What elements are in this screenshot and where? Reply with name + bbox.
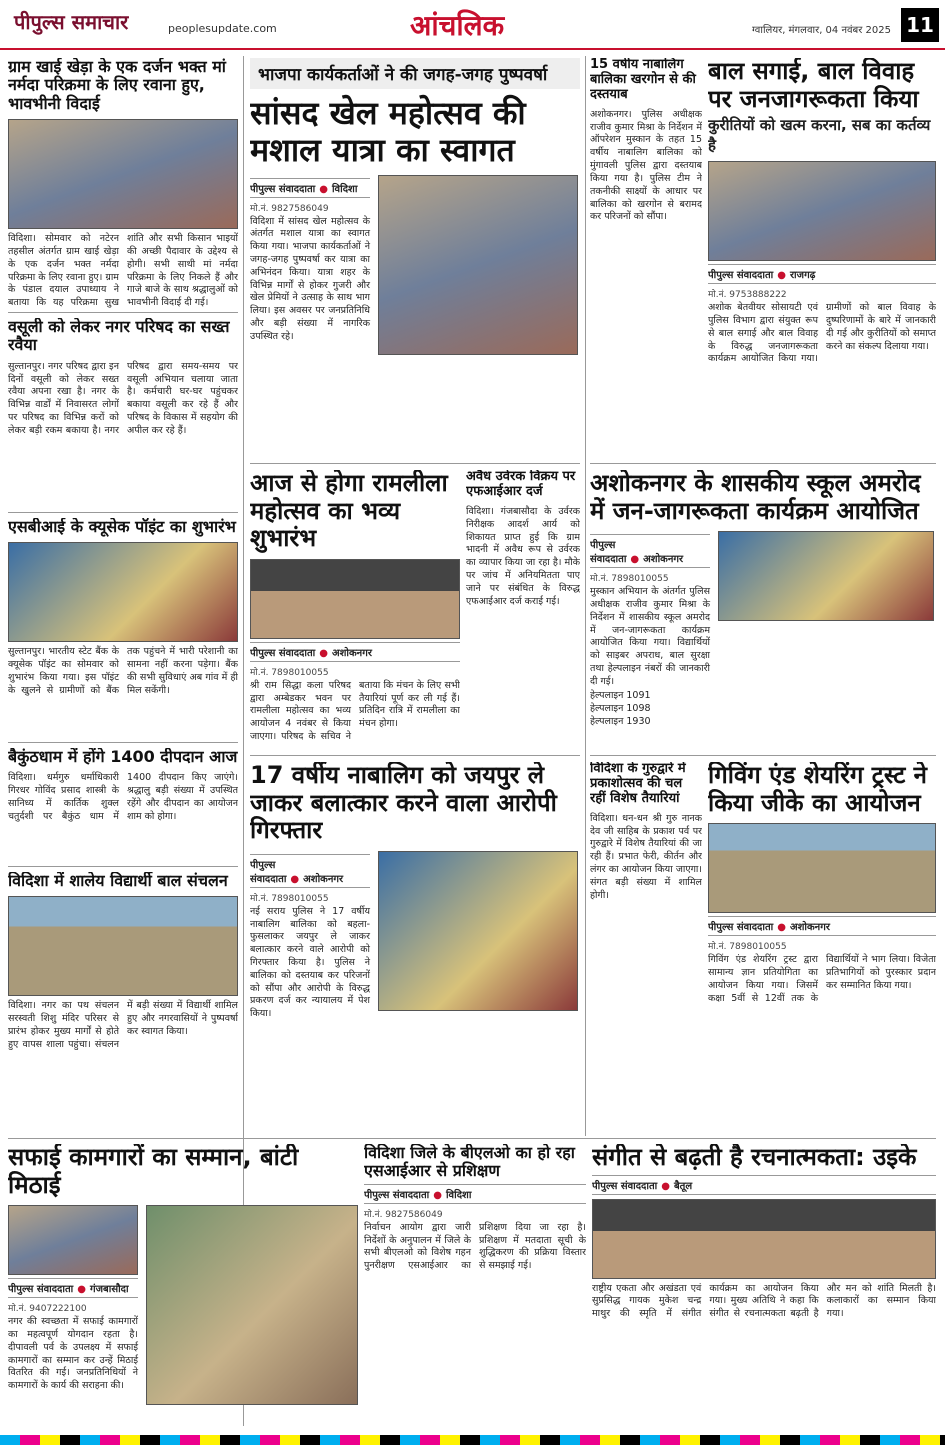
section-title: आंचलिक: [410, 9, 505, 42]
divider: [8, 1138, 936, 1139]
kicker: भाजपा कार्यकर्ताओं ने की जगह-जगह पुष्पवर्षा: [250, 58, 580, 89]
headline[interactable]: विदिशा के गुरुद्वारे में प्रकाशोत्सव की चल रहीं विशेष तैयारियां: [590, 762, 686, 806]
headline[interactable]: विदिशा में शालेय विद्यार्थी बाल संचलन: [8, 872, 228, 890]
print-color-bar: [0, 1435, 945, 1445]
mobile-number: मो.नं. 7898010055: [250, 667, 329, 678]
byline-place: अशोकनगर: [303, 873, 344, 885]
headline[interactable]: सांसद खेल महोत्सव की मशाल यात्रा का स्वागत: [250, 94, 526, 169]
story-body: गिविंग एंड शेयरिंग ट्रस्ट द्वारा सामान्य ज्ञान प्रतियोगिता का आयोजन किया गया। जिसमें कक्षा 5वीं से 12वीं तक के विद्यार्थियों ने भाग लिया। विजेता प्रतिभागियों को पुरस्कार प्रदान कर सम्मानित किया गया।: [708, 954, 936, 1004]
divider: [250, 463, 580, 464]
masthead: [0, 0, 945, 50]
byline: पीपुल्स संवाददाता ● अशोकनगर: [250, 642, 460, 662]
headline[interactable]: एसबीआई के क्यूसेक पॉइंट का शुभारंभ: [8, 518, 236, 536]
byline-paper: पीपुल्स संवाददाता: [592, 1180, 658, 1192]
divider: [8, 512, 238, 513]
story-sangeet[interactable]: [592, 1144, 936, 1429]
subheadline: कुरीतियों को खत्म करना, सब का कर्तव्य है: [708, 116, 931, 155]
divider: [8, 312, 238, 313]
mobile-number: मो.नं. 7898010055: [250, 893, 329, 904]
story-body: विदिशा। धन-धन श्री गुरु नानक देव जी साहिब के प्रकाश पर्व पर गुरुद्वारे में विशेष तैयारियां की जा रही हैं। प्रभात फेरी, कीर्तन और लंगर का आयोजन किया जाएगा। संगत बड़ी संख्या में शामिल होगी।: [590, 812, 702, 901]
byline: पीपुल्स संवाददाता ● राजगढ़: [708, 264, 936, 284]
mobile-number: मो.नं. 7898010055: [590, 574, 669, 585]
byline: पीपुल्स संवाददाता ● अशोकनगर: [250, 854, 370, 888]
headline[interactable]: ग्राम खाई खेड़ा के एक दर्जन भक्त मां नर्मदा परिक्रमा के लिए रवाना हुए, भावभीनी विदाई: [8, 58, 226, 113]
headline[interactable]: बैकुंठधाम में होंगे 1400 दीपदान आज: [8, 748, 238, 766]
story-narmada[interactable]: [8, 58, 238, 308]
headline[interactable]: बाल सगाई, बाल विवाह पर जनजागरूकता किया: [708, 58, 919, 113]
byline-paper: पीपुल्स संवाददाता: [708, 922, 774, 934]
story-photo: [8, 119, 238, 229]
byline-place: अशोकनगर: [331, 647, 372, 659]
story-photo: [250, 559, 460, 639]
helpline-item: हेल्पलाइन 1091: [590, 690, 651, 702]
story-photo: [718, 531, 934, 621]
story-vasuli[interactable]: [8, 318, 238, 508]
divider: [590, 755, 936, 756]
story-amrod[interactable]: [590, 470, 936, 750]
byline-paper: पीपुल्स संवाददाता: [708, 270, 774, 282]
story-urvarak[interactable]: [466, 470, 580, 750]
story-blo[interactable]: [364, 1144, 586, 1429]
story-sanchalan[interactable]: [8, 872, 238, 1132]
story-body: विदिशा में सांसद खेल महोत्सव के अंतर्गत मशाल यात्रा का स्वागत किया गया। भाजपा कार्यकर्ताओं ने जगह-जगह पुष्पवर्षा कर यात्रा का अभिनंदन किया। यात्रा शहर के विभिन्न मार्गों से होकर गुजरी और खेल प्रेमियों ने उत्साह के साथ भाग लिया। इस अवसर पर जनप्रतिनिधि और बड़ी संख्या में नागरिक उपस्थित रहे।: [250, 215, 370, 342]
story-balvivah[interactable]: [708, 58, 936, 458]
story-body: विदिशा। धर्मगुरु धर्माधिकारी गिरधर गोविंद प्रसाद शास्त्री के सानिध्य में कार्तिक शुक्ल चतुर्दशी पर बैकुंठ धाम में 1400 दीपदान किए जाएंगे। श्रद्धालु बड़ी संख्या में उपस्थित रहेंगे और दीपदान का आयोजन शाम को होगा।: [8, 772, 238, 822]
headline[interactable]: सफाई कामगारों का सम्मान, बांटी मिठाई: [8, 1144, 299, 1199]
headline[interactable]: वसूली को लेकर नगर परिषद का सख्त रवैया: [8, 318, 230, 355]
story-body: विदिशा। नगर का पथ संचलन सरस्वती शिशु मंदिर परिसर से प्रारंभ होकर मुख्य मार्गों से होते हुए वापस शाला पहुंचा। संचलन में बड़ी संख्या में विद्यार्थी शामिल हुए और नगरवासियों ने पुष्पवर्षा कर स्वागत किया।: [8, 1000, 238, 1050]
headline[interactable]: अशोकनगर के शासकीय स्कूल अमरोद में जन-जागरूकता कार्यक्रम आयोजित: [590, 470, 921, 525]
byline: पीपुल्स संवाददाता ● गंजबासौदा: [8, 1278, 138, 1298]
story-sbi[interactable]: [8, 518, 238, 738]
byline: पीपुल्स संवाददाता ● अशोकनगर: [590, 534, 710, 568]
story-photo: [8, 1205, 138, 1275]
helpline-item: हेल्पलाइन 1930: [590, 715, 651, 727]
story-kharga[interactable]: [590, 58, 702, 458]
byline-place: विदिशा: [445, 1189, 472, 1201]
byline: पीपुल्स संवाददाता ● अशोकनगर: [708, 916, 936, 936]
mobile-number: मो.नं. 9827586049: [250, 203, 329, 214]
byline: पीपुल्स संवाददाता ● विदिशा: [364, 1184, 586, 1204]
story-body: अशोकनगर। पुलिस अधीक्षक राजीव कुमार मिश्रा के निर्देशन में ऑपरेशन मुस्कान के तहत 15 वर्षीय नाबालिग बालिका को मुंगावली पुलिस द्वारा दस्तयाब किया गया है। पुलिस टीम ने तकनीकी साक्ष्यों के आधार पर बालिका को खरगोन से बरामद कर परिजनों को सौंपा।: [590, 108, 702, 223]
byline-paper: पीपुल्स संवाददाता: [250, 859, 287, 885]
helpline-list: [590, 690, 710, 728]
story-body: विदिशा। गंजबासौदा के उर्वरक निरीक्षक आदर्श आर्य को शिकायत प्राप्त हुई कि ग्राम भादनी में अवैध रूप से उर्वरक का व्यापार किया जा रहा है। मौके पर जांच में अनियमितता पाए जाने पर संबंधित के विरुद्ध एफआईआर दर्ज कराई गई।: [466, 505, 580, 607]
headline[interactable]: विदिशा जिले के बीएलओ का हो रहा एसआईआर से प्रशिक्षण: [364, 1144, 575, 1181]
story-photo: [592, 1199, 936, 1279]
story-body: मुस्कान अभियान के अंतर्गत पुलिस अधीक्षक राजीव कुमार मिश्रा के निर्देशन में शासकीय स्कूल अमरोद में जन-जागरूकता कार्यक्रम आयोजित किया गया। विद्यार्थियों को साइबर अपराध, बाल सुरक्षा तथा हेल्पलाइन नंबरों की जानकारी दी गई।: [590, 586, 710, 687]
byline-place: अशोकनगर: [789, 922, 830, 934]
byline-place: अशोकनगर: [643, 554, 684, 566]
byline-paper: पीपुल्स संवाददाता: [8, 1284, 74, 1296]
story-body: निर्वाचन आयोग द्वारा जारी निर्देशों के अनुपालन में जिले के सभी बीएलओ को विशेष गहन पुनरीक्षण एसआईआर का प्रशिक्षण दिया जा रहा है। प्रशिक्षण में मतदाता सूची के शुद्धिकरण की प्रक्रिया विस्तार से समझाई गई।: [364, 1221, 586, 1272]
brand-logo: पीपुल्स समाचार: [14, 10, 129, 34]
story-vaikunth[interactable]: [8, 748, 238, 863]
site-url[interactable]: peoplesupdate.com: [168, 22, 277, 35]
divider: [8, 866, 238, 867]
story-body: अशोक बेतवीयर सोसायटी एवं पुलिस विभाग द्वारा संयुक्त रूप से बाल सगाई और बाल विवाह के विरुद्ध जनजागरूकता कार्यक्रम आयोजित किया गया। ग्रामीणों को बाल विवाह के दुष्परिणामों के बारे में जानकारी दी गई और कुरीतियों को समाप्त करने का संकल्प दिलाया गया।: [708, 302, 936, 365]
column-rule: [585, 56, 586, 1136]
story-gurunanak[interactable]: [590, 762, 702, 1132]
story-body: राष्ट्रीय एकता और अखंडता एवं सुप्रसिद्ध गायक मुकेश चन्द्र माथुर की स्मृति में संगीत कार्यक्रम का आयोजन किया गया। मुख्य अतिथि ने कहा कि संगीत से रचनात्मकता बढ़ती है और मन को शांति मिलती है। कलाकारों का सम्मान किया गया।: [592, 1282, 936, 1320]
page-number: 11: [901, 8, 939, 42]
byline-place: गंजबासौदा: [89, 1284, 129, 1296]
byline: पीपुल्स संवाददाता ● बैतूल: [592, 1175, 936, 1195]
byline-paper: पीपुल्स संवाददाता: [364, 1189, 430, 1201]
story-safai[interactable]: [8, 1144, 358, 1429]
byline-place: बैतूल: [673, 1180, 693, 1192]
story-gk[interactable]: [708, 762, 936, 1132]
story-photo: [8, 542, 238, 642]
mobile-number: मो.नं. 9407222100: [8, 1304, 87, 1315]
dateline: ग्वालियर, मंगलवार, 04 नवंबर 2025: [751, 25, 891, 36]
headline[interactable]: अवैध उर्वरक विक्रय पर एफआईआर दर्ज: [466, 470, 576, 499]
headline[interactable]: गिविंग एंड शेयरिंग ट्रस्ट ने किया जीके का आयोजन: [708, 762, 927, 817]
byline-paper: पीपुल्स संवाददाता: [250, 647, 316, 659]
headline[interactable]: 15 वर्षीय नाबालिग बालिका खरगोन से की दस्तयाब: [590, 58, 696, 102]
story-jaipur[interactable]: [250, 762, 580, 1132]
story-photo: [146, 1205, 358, 1405]
byline-paper: पीपुल्स संवाददाता: [250, 183, 316, 195]
story-photo: [8, 896, 238, 996]
story-photo: [378, 851, 578, 1011]
story-body: नई सराय पुलिस ने 17 वर्षीय नाबालिग बालिका को बहला-फुसलाकर जयपुर ले जाकर बलात्कार करने वाले आरोपी को गिरफ्तार किया है। पुलिस ने बालिका को दस्तयाब कर परिजनों को सौंपा और आरोपी के विरुद्ध प्रकरण दर्ज कर न्यायालय में पेश किया।: [250, 905, 370, 1020]
mobile-number: मो.नं. 7898010055: [708, 942, 787, 953]
byline: पीपुल्स संवाददाता ● विदिशा: [250, 178, 370, 198]
story-body: श्री राम सिद्धा कला परिषद द्वारा अम्बेडकर भवन पर रामलीला महोत्सव का भव्य आयोजन 4 नवंबर से किया जाएगा। परिषद के सचिव ने बताया कि मंचन के लिए सभी तैयारियां पूर्ण कर ली गई हैं। प्रतिदिन रात्रि में रामलीला का मंचन होगा।: [250, 679, 460, 743]
story-photo: [708, 161, 936, 261]
mobile-number: मो.नं. 9827586049: [364, 1209, 443, 1220]
headline[interactable]: संगीत से बढ़ती है रचनात्मकता: उइके: [592, 1144, 917, 1171]
story-mashal[interactable]: [250, 58, 580, 458]
byline-place: राजगढ़: [789, 270, 816, 282]
mobile-number: मो.नं. 9753888222: [708, 290, 787, 301]
story-body: विदिशा। सोमवार को नटेरन तहसील अंतर्गत ग्राम खाई खेड़ा के एक दर्जन भक्त नर्मदा परिक्रमा के लिए रवाना हुए। ग्राम के पंडाल दयाल उपाध्याय ने बताया कि यह परिक्रमा सुख शांति और सभी किसान भाइयों की अच्छी पैदावार के उद्देश्य से होगी। सभी साथी मां नर्मदा परिक्रमा के लिए निकले हैं और गाजे बाजे के साथ श्रद्धालुओं को भावभीनी विदाई दी गई।: [8, 233, 238, 308]
story-body: सुल्तानपुर। भारतीय स्टेट बैंक के क्यूसेक पॉइंट का सोमवार को शुभारंभ किया गया। इस पॉइंट के खुलने से ग्रामीणों को बैंक तक पहुंचने में भारी परेशानी का सामना नहीं करना पड़ेगा। बैंक की सभी सुविधाएं अब गांव में ही मिल सकेंगी।: [8, 646, 238, 696]
divider: [590, 463, 936, 464]
byline-paper: पीपुल्स संवाददाता: [590, 540, 627, 566]
story-ramleela[interactable]: [250, 470, 460, 750]
story-photo: [708, 823, 936, 913]
byline-place: विदिशा: [331, 183, 358, 195]
divider: [8, 742, 238, 743]
story-body: सुल्तानपुर। नगर परिषद द्वारा इन दिनों वसूली को लेकर सख्त रवैया अपना रखा है। नगर के विभिन्न वार्डों में निवासरत लोगों पर परिषद का विभिन्न करों को लेकर बड़ी रकम बकाया है। नगर परिषद द्वारा समय-समय पर वसूली अभियान चलाया जाता है। कर्मचारी घर-घर पहुंचकर बकाया वसूली कर रहे हैं और परिषद के विकास में सहयोग की अपील कर रहे हैं।: [8, 360, 238, 436]
headline[interactable]: आज से होगा रामलीला महोत्सव का भव्य शुभारंभ: [250, 470, 448, 553]
headline[interactable]: 17 वर्षीय नाबालिग को जयपुर ले जाकर बलात्कार करने वाला आरोपी गिरफ्तार: [250, 762, 557, 845]
story-body: नगर की स्वच्छता में सफाई कामगारों का महत्वपूर्ण योगदान रहता है। दीपावली पर्व के उपलक्ष्य में सफाई कामगारों का सम्मान कर उन्हें मिठाई वितरित की गई। जनप्रतिनिधियों ने कामगारों के कार्य की सराहना की।: [8, 1316, 138, 1392]
helpline-item: हेल्पलाइन 1098: [590, 703, 651, 714]
story-photo: [378, 175, 578, 355]
divider: [250, 755, 580, 756]
